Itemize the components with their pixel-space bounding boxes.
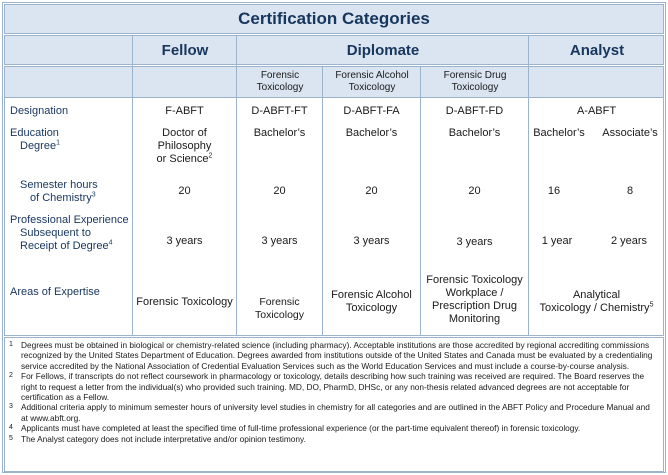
footnote: 3 Additional criteria apply to minimum semester hours of university level studies in chemistry for all categories and are outlined in the ABFT Policy and Procedure Manual and at www.abft.org. bbox=[9, 402, 650, 423]
row-label-experience: Professional Experience Subsequent to Receipt of Degree$^4$ bbox=[10, 214, 129, 252]
cell-fa-education: Bachelor’s bbox=[345, 127, 398, 139]
subheader-forensic-alcohol-toxicology: Forensic Alcohol Toxicology bbox=[335, 70, 409, 93]
subcategory-header-row bbox=[4, 66, 664, 98]
header-diplomate: Diplomate bbox=[346, 41, 420, 59]
cell-fellow-semester: 20 bbox=[178, 185, 191, 197]
cell-analyst-education-a: Bachelor’s bbox=[533, 127, 585, 139]
cell-fd-expertise: Forensic Toxicology Workplace / Prescription Drug Monitoring bbox=[426, 274, 523, 325]
cell-fa-designation: D-ABFT-FA bbox=[343, 105, 400, 117]
cell-analyst-experience-b: 2 years bbox=[610, 235, 648, 247]
cell-analyst-education-b: Associate’s bbox=[602, 127, 658, 139]
header-analyst: Analyst bbox=[569, 41, 625, 59]
cell-ft-expertise: Forensic Toxicology bbox=[254, 296, 305, 321]
cell-analyst-experience-a: 1 year bbox=[541, 235, 573, 247]
cell-fellow-education: Doctor of Philosophy or Science$^2$ bbox=[156, 127, 213, 165]
row-label-education: Education Degree$^1$ bbox=[10, 127, 60, 152]
cell-analyst-designation: A-ABFT bbox=[576, 105, 617, 117]
cell-fd-designation: D-ABFT-FD bbox=[445, 105, 504, 117]
cell-analyst-semester-a: 16 bbox=[547, 185, 561, 197]
subheader-forensic-toxicology: Forensic Toxicology bbox=[256, 70, 304, 93]
subheader-forensic-drug-toxicology: Forensic Drug Toxicology bbox=[443, 70, 507, 93]
cell-fellow-designation: F-ABFT bbox=[165, 105, 204, 117]
footnote: 5 The Analyst category does not include interpretative and/or opinion testimony. bbox=[9, 433, 306, 444]
row-label-designation: Designation bbox=[10, 105, 69, 117]
cell-fellow-experience: 3 years bbox=[166, 235, 203, 247]
cell-fd-education: Bachelor’s bbox=[448, 127, 501, 139]
footnote: 2 For Fellows, if transcripts do not reflect coursework in pharmacology or toxicology, details describing how such training was received are required. The Board reserves the right to request a letter from the individual(s) who provided such training. MD, DO, PharmD, DHSc, or any non-thesis related advanced degrees are not acceptable for certification as a Fellow. bbox=[9, 371, 645, 403]
cell-fa-expertise: Forensic Alcohol Toxicology bbox=[331, 289, 412, 314]
cell-fd-experience: 3 years bbox=[456, 236, 493, 248]
row-label-expertise: Areas of Expertise bbox=[10, 286, 100, 298]
cell-ft-designation: D-ABFT-FT bbox=[251, 105, 308, 117]
row-label-semester-hours: Semester hours of Chemistry$^3$ bbox=[20, 179, 98, 204]
cell-fa-semester: 20 bbox=[365, 185, 378, 197]
cell-analyst-semester-b: 8 bbox=[626, 185, 634, 197]
cell-ft-education: Bachelor’s bbox=[253, 127, 306, 139]
cell-ft-semester: 20 bbox=[273, 185, 286, 197]
footnotes bbox=[4, 337, 664, 472]
cell-fellow-expertise: Forensic Toxicology bbox=[136, 296, 233, 308]
cell-ft-experience: 3 years bbox=[261, 235, 298, 247]
header-fellow: Fellow bbox=[161, 41, 209, 59]
cell-fd-semester: 20 bbox=[468, 185, 481, 197]
cell-analyst-expertise: Analytical Toxicology / Chemistry$^5$ bbox=[539, 289, 654, 314]
footnote: 1 Degrees must be obtained in biological or chemistry-related science (including pharmacy). Acceptable institutions are those accredited by regional accrediting commissions recognized by the United States Department of Education. Degrees awarded from institutions outside of the United States and Canada must be evaluated by a credentialing service accredited by the National Association of Credential Evaluation Services such as the World Education Services and must include a course-by-course analysis. bbox=[9, 340, 653, 371]
cell-fa-experience: 3 years bbox=[353, 235, 390, 247]
category-header-row bbox=[4, 35, 664, 65]
table-title: Certification Categories bbox=[4, 4, 664, 34]
footnote: 4 Applicants must have completed at least the specified time of full-time professional experience (or the part-time equivalent thereof) in forensic toxicology. bbox=[9, 423, 581, 434]
